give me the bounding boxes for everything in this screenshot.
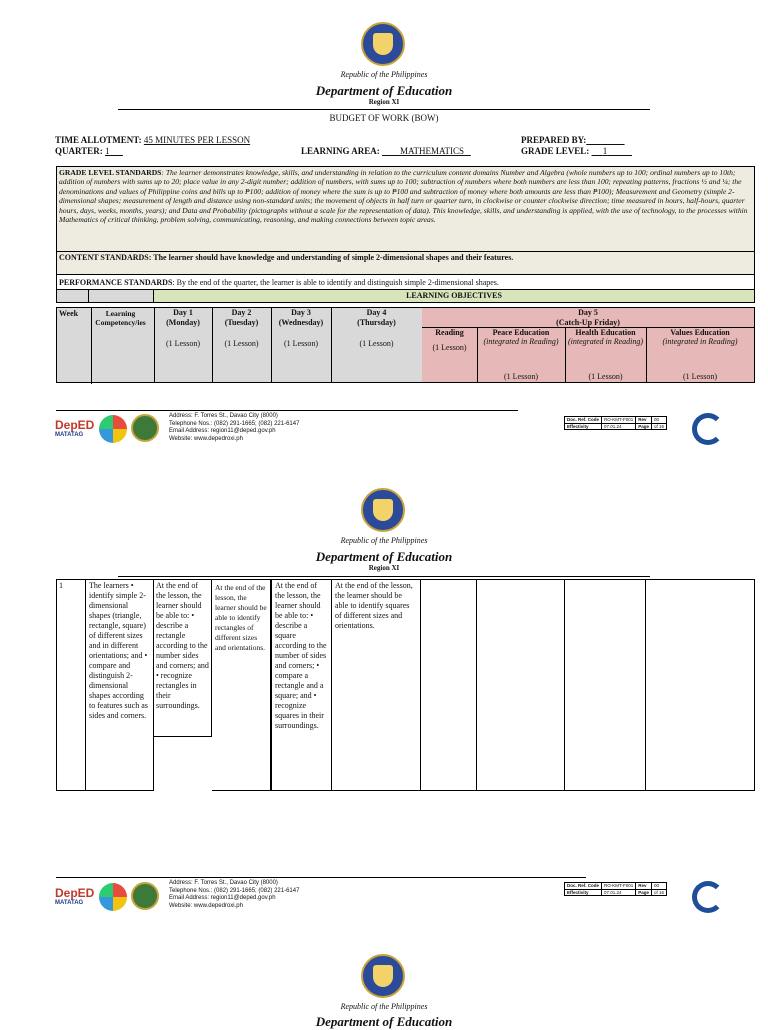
ref-code-label: Doc. Ref. Code [565,883,602,890]
footer-address: Address: F. Torres St., Davao City (8000) [169,880,278,886]
doc-ref-table [564,882,667,896]
day1-sub: (Monday) [166,317,200,327]
quarter-value: 1 [104,146,110,156]
reading-lesson: (1 Lesson) [432,343,467,352]
day5-title [422,308,754,328]
content-text: : The learner should have knowledge and understanding of simple 2-dimensional shapes and their features. [148,253,514,262]
matatag-logo-text: MATATAG [55,900,84,906]
footer-address: Address: F. Torres St., Davao City (8000) [169,413,278,419]
day2-label: Day 2 [231,308,252,317]
day3-header [271,308,332,382]
health-cell [565,579,646,791]
week-label: Week [57,308,92,384]
effectivity-label: Effectivity [565,889,602,896]
rev-label: Rev [636,883,652,890]
values-lesson: (1 Lesson) [683,372,717,381]
values-integrated: (integrated in Reading) [662,337,738,346]
day5-header [422,308,754,382]
day4-cell: At the end of the lesson, the learner should be able to identify squares of different sizes and orientations. [332,579,421,791]
day4-header [331,308,423,382]
content-standards-cell [57,252,755,275]
peace-lesson: (1 Lesson) [504,372,538,381]
page-label: Page [636,889,652,896]
doc-ref-table [564,416,667,430]
ref-code-value: RO-KMT-F001 [602,417,636,424]
header-divider [118,109,650,110]
week-header [57,290,89,303]
day-header-block [56,307,755,383]
bagong-pilipinas-icon [99,415,127,443]
learning-area-value: MATHEMATICS [400,146,465,156]
iso-cert-icon [692,881,724,913]
footer-email: Email Address: region11@deped.gov.ph [169,428,276,434]
day3-label: Day 3 [291,308,311,317]
competency-header-top [89,290,154,303]
time-allotment-value: 45 MINUTES PER LESSON [143,135,251,145]
values-label: Values Education [670,328,730,337]
page-value: of 16 [652,423,667,430]
region-text: Region XI [368,564,400,572]
footer-divider [56,410,518,411]
peace-cell [477,579,565,791]
gls-label: GRADE LEVEL STANDARDS [59,168,162,177]
peace-col [477,328,566,382]
gls-text: : The learner demonstrates knowledge, skills, and understanding in relation to the curriculum content domains Number and Algebra (whole numbers up to 100; ordinal numbers up to 10th; addition of numbers with sums up to 20; place value in any 2-digit number; addition of numbers, with sums up to 100; subtraction of numbers where both numbers are less than 100; repeating patterns, fractions ½ and ¼; the denominations and values of Philippine coins and bills up to ₱100; addition of money where the sum is up to ₱100 and subtraction of money where both amounts are less than ₱100); Measurement and Geometry (simple 2-dimensional shapes; measurement of length and distance using non-standard units; the movement of objects in half turn or quarter turn, in clockwise or counter clockwise direction; time measured in hours, half-hours, quarter hours, days, weeks, months, years); and Data and Probability (pictographs without a scale for the representation of data). This knowledge, skills, and understanding is applied, with the use of technology, to the processes within Mathematics of critical thinking, problem solving, communicating, reasoning, and making connections between topic areas. [59,168,748,225]
prepared-by-label: PREPARED BY: [521,135,587,145]
deped-logo-text: DepED [55,886,95,900]
department-title: Department of Education [315,1014,453,1029]
day4-label: Day 4 [366,308,387,317]
effectivity-value: 07.01.24 [602,423,636,430]
rev-label: Rev [636,417,652,424]
department-title: Department of Education [315,83,453,98]
rev-value: 00 [652,417,667,424]
week-cell: 1 [56,579,86,791]
footer-contact [169,413,429,443]
rev-value: 00 [652,883,667,890]
iso-cert-icon [692,413,724,445]
day2-header [212,308,272,382]
deped-logo-text: DepED [55,418,95,432]
deped-logo [55,418,95,438]
values-col [646,328,754,382]
budget-of-work-table [56,166,755,303]
performance-standards-cell [57,275,755,290]
effectivity-value: 07.01.24 [602,889,636,896]
time-allotment-label: TIME ALLOTMENT: [55,135,142,145]
page-label: Page [636,423,652,430]
republic-text: Republic of the Philippines [340,536,428,545]
peace-integrated: (integrated in Reading) [483,337,559,346]
time-allotment [55,135,355,145]
header-divider [118,576,650,577]
footer-telephone: Telephone Nos.: (082) 291-1665; (082) 221-6147 [169,887,300,894]
footer-telephone: Telephone Nos.: (082) 291-1665; (082) 221-6147 [169,420,300,427]
health-col [565,328,647,382]
grade-level [521,146,721,156]
grade-level-value: 1 [602,146,608,156]
footer-contact [169,880,429,910]
day2-lesson: (1 Lesson) [224,339,259,348]
republic-text: Republic of the Philippines [340,70,428,79]
performance-label: PERFORMANCE STANDARDS [59,278,173,287]
page-value: of 16 [652,889,667,896]
learning-area [301,146,521,156]
bagong-pilipinas-icon [99,883,127,911]
republic-text: Republic of the Philippines [340,1002,428,1011]
deped-seal-icon [361,22,405,66]
day1-lesson: (1 Lesson) [166,339,200,348]
day1-label: Day 1 [173,308,193,317]
reading-col [422,328,478,382]
day5-sub: (Catch-Up Friday) [556,317,620,327]
competency-cell: The learners • identify simple 2-dimensional shapes (triangle, rectangle, square) of different sizes and in different orientations; and • compare and distinguish 2-dimensional shapes according to features such as sides and corners. [86,579,154,791]
day3-cell: At the end of the lesson, the learner should be able to: • describe a square according to the number of sides and corners; • compare a rectangle and a square; and • recognize squares in their surroundings. [271,579,332,791]
doc-title: BUDGET OF WORK (BOW) [329,113,439,123]
day5-label: Day 5 [578,308,598,317]
quarter-label: QUARTER: [55,146,103,156]
learning-area-label: LEARNING AREA: [301,146,380,156]
content-label: CONTENT STANDARDS [59,253,149,262]
department-title: Department of Education [315,549,453,564]
peace-label: Peace Education [492,328,550,337]
region-text: Region XI [368,98,400,106]
prepared-by [521,135,721,145]
deped-logo [55,886,95,906]
objectives-header: LEARNING OBJECTIVES [154,290,755,303]
ref-code-value: RO-KMT-F001 [602,883,636,890]
footer-divider [56,877,586,878]
footer-website: Website: www.depedroxi.ph [169,902,243,909]
health-label: Health Education [575,328,636,337]
performance-text: : By the end of the quarter, the learner is able to identify and distinguish simple 2-dimensional shapes. [172,278,499,287]
region-seal-icon [131,414,159,442]
values-cell [646,579,755,791]
grade-level-standards-cell [57,167,755,252]
footer-email: Email Address: region11@deped.gov.ph [169,895,276,901]
day4-sub: (Thursday) [357,317,396,327]
health-integrated: (integrated in Reading) [567,337,644,346]
deped-seal-icon [361,488,405,532]
health-lesson: (1 Lesson) [588,372,623,381]
day1-header [154,308,213,382]
day1-cell: At the end of the lesson, the learner should be able to: • describe a rectangle according to the number sides and corners; and • recognize rectangles in their surroundings. [154,579,212,737]
footer-website: Website: www.depedroxi.ph [169,435,243,442]
objectives-body [56,579,755,793]
competency-label: Learning Competency/ies [87,308,155,383]
day3-lesson: (1 Lesson) [284,339,318,348]
day4-lesson: (1 Lesson) [359,339,394,348]
grade-level-label: GRADE LEVEL: [521,146,590,156]
day2-cell: At the end of the lesson, the learner should be able to identify rectangles of different sizes and orientations. [212,579,271,791]
region-seal-icon [131,882,159,910]
ref-code-label: Doc. Ref. Code [565,417,602,424]
reading-cell [421,579,477,791]
quarter [55,146,255,156]
matatag-logo-text: MATATAG [55,432,84,438]
day2-sub: (Tuesday) [224,317,259,327]
effectivity-label: Effectivity [565,423,602,430]
deped-seal-icon [361,954,405,998]
day3-sub: (Wednesday) [278,317,324,327]
reading-label: Reading [435,328,464,337]
